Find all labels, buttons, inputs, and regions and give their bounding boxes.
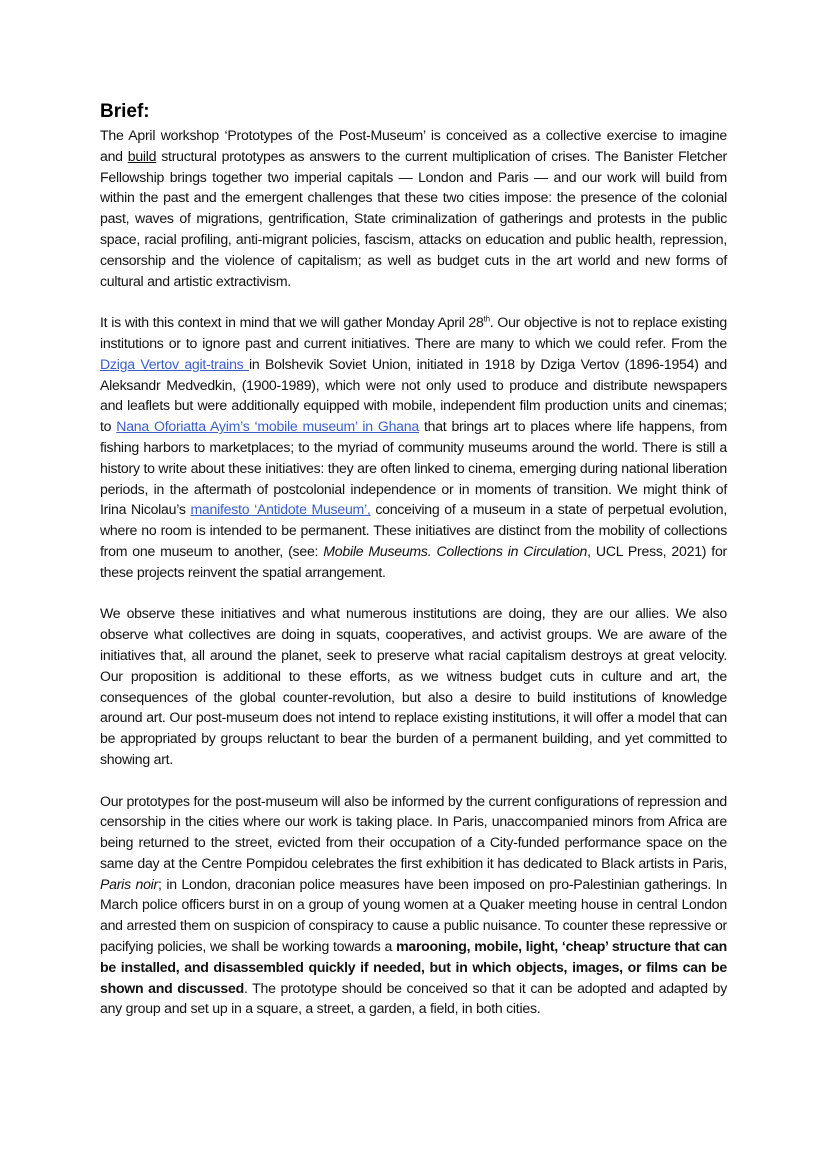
text-span: in Bolshevik Soviet Union, initiated in 1918 by Dziga Vertov (1896-1954) and Aleksandr Medvedkin, (1900-1989), which were not only used to produce and distribute newspapers and leaflets but were additionally equipped with mobile, independent film production units and cinemas; to	[100, 355, 727, 435]
text-span: , UCL Press, 2021) for these projects reinvent the spatial arrangement.	[100, 542, 728, 580]
exhibition-title-italic: Paris noir	[100, 875, 159, 892]
text-span: . The prototype should be conceived so that it can be adopted and adapted by any group and set up in a square, a street, a garden, a field, in both cities.	[100, 979, 727, 1017]
link-dziga-vertov-agit-trains[interactable]: Dziga Vertov agit-trains	[100, 355, 249, 372]
underlined-word-build: build	[127, 147, 157, 164]
paragraph-context	[100, 312, 727, 582]
paragraph-prototypes	[100, 791, 727, 1020]
text-span: It is with this context in mind that we will gather Monday April 28	[100, 314, 484, 331]
text-span: Our prototypes for the post-museum will also be informed by the current configurations of repression and censorship in the cities where our work is taking place. In Paris, unaccompanied minors from Africa are being returned to the street, evicted from their occupation of a City-funded performance space on the same day at the Centre Pompidou celebrates the first exhibition it has dedicated to Black artists in Paris,	[100, 792, 727, 871]
text-span: structural prototypes as answers to the current multiplication of crises. The Banister Fletcher Fellowship brings together two imperial capitals — London and Paris — and our work will build from within the past and the emergent challenges that these two cities impose: the presence of the colonial past, waves of migrations, gentrification, State criminalization of gatherings and protests in the public space, racial profiling, anti-migrant policies, fascism, attacks on education and public health, repression, censorship and the violence of capitalism; as well as budget cuts in the art world and new forms of cultural and artistic extractivism.	[100, 147, 727, 289]
book-title-italic: Mobile Museums. Collections in Circulation	[323, 542, 588, 559]
page-title: Brief:	[100, 101, 150, 122]
link-nana-oforiatta-ayim-mobile-museum[interactable]: Nana Oforiatta Ayim’s ‘mobile museum’ in Ghana	[116, 418, 419, 435]
link-manifesto-antidote-museum[interactable]: manifesto ‘Antidote Museum’,	[190, 501, 371, 518]
text-span: . Our objective is not to replace existing institutions or to ignore past and current initiatives. There are many to which we could refer. From the	[100, 314, 727, 351]
paragraph-intro	[100, 125, 727, 291]
paragraph-allies: We observe these initiatives and what numerous institutions are doing, they are our allies. We also observe what collectives are doing in squats, cooperatives, and activist groups. We are aware of the initiatives that, all around the planet, seek to preserve what racial capitalism destroys at great velocity. Our proposition is additional to these efforts, as we witness budget cuts in culture and art, the consequences of the global counter-revolution, but also a desire to build institutions of knowledge around art. Our post-museum does not intend to replace existing institutions, it will offer a model that can be appropriated by groups reluctant to bear the burden of a permanent building, and yet committed to showing art.	[100, 605, 727, 767]
bold-structure-description: marooning, mobile, light, ‘cheap’ structure that can be installed, and disassembled quickly if needed, but in which objects, images, or films can be shown and discussed	[100, 938, 727, 996]
text-span: ; in London, draconian police measures have been imposed on pro-Palestinian gatherings. In March police officers burst in on a group of young women at a Quaker meeting house in central London and arrested them on suspicion of conspiracy to cause a public nuisance. To counter these repressive or pacifying policies, we shall be working towards a	[100, 875, 727, 955]
superscript-th: th	[483, 314, 490, 324]
document-page	[100, 100, 727, 1040]
text-span: that brings art to places where life happens, from fishing harbors to marketplaces; to the myriad of community museums around the world. There is still a history to write about these initiatives: they are often linked to cinema, emerging during national liberation periods, in the aftermath of postcolonial independence or in moments of transition. We might think of Irina Nicolau’s	[100, 418, 727, 518]
text-span: conceiving of a museum in a state of perpetual evolution, where no room is intended to be permanent. These initiatives are distinct from the mobility of collections from one museum to another, (see:	[100, 501, 727, 559]
text-span: The April workshop ‘Prototypes of the Post-Museum’ is conceived as a collective exercise to imagine and	[100, 127, 727, 164]
